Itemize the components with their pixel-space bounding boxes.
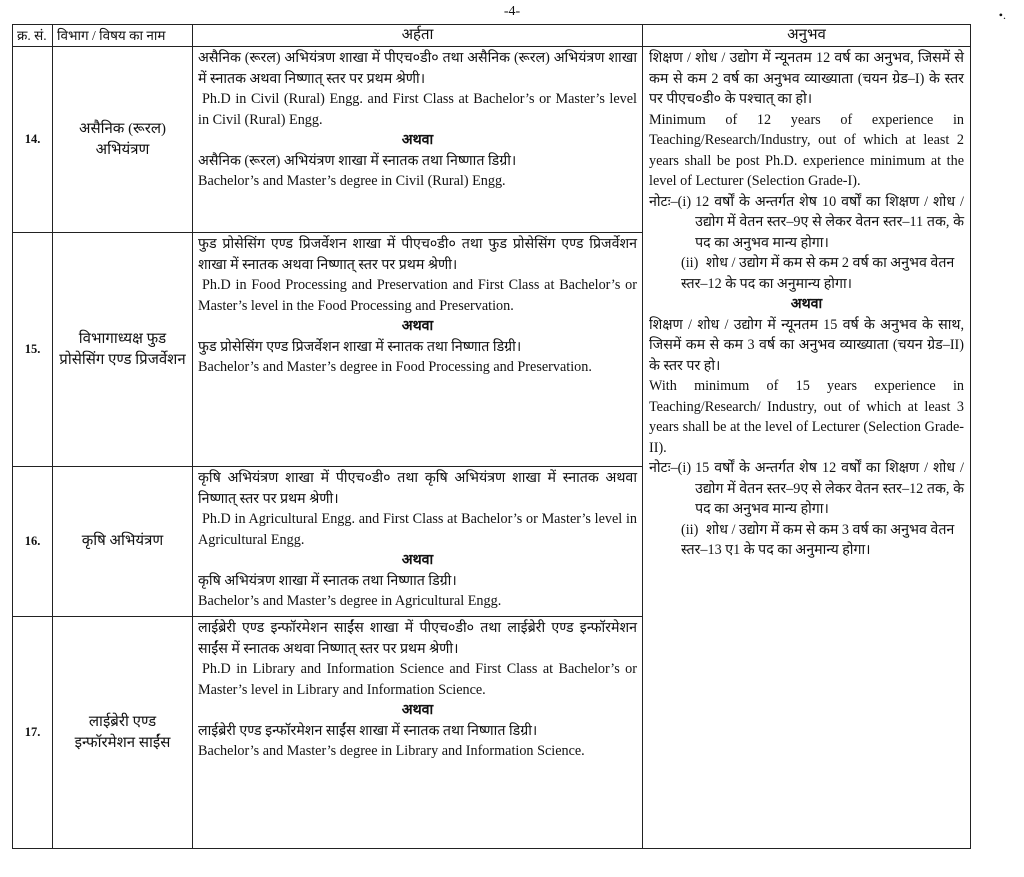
- note-text: 15 वर्षों के अन्तर्गत शेष 12 वर्षों का शिक्षण / शोध / उद्योग में वेतन स्तर–9ए से लेकर वेतन स्तर–12 तक, के पद का अनुभव मान्य होगा।: [695, 460, 964, 517]
- qual-alt-hindi: असैनिक (रूरल) अभियंत्रण शाखा में स्नातक तथा निष्णात डिग्री।: [198, 152, 517, 169]
- note-label: नोटः–: [649, 193, 678, 210]
- exp-b-english: With minimum of 15 years experience in Teaching/Research/ Industry, out of which at least 3 years shall be at the level of Lecturer (Selection Grade-II).: [649, 378, 964, 456]
- table-header-row: [13, 25, 971, 47]
- qual-hindi: असैनिक (रूरल) अभियंत्रण शाखा में पीएच०डी० तथा असैनिक (रूरल) अभियंत्रण शाखा में स्नातक अथवा निष्णात् स्तर पर प्रथम श्रेणी।: [198, 50, 637, 87]
- qual-english: Ph.D in Library and Information Science and First Class at Bachelor’s or Master’s level in Library and Information Science.: [198, 661, 637, 698]
- note-text: शोध / उद्योग में कम से कम 3 वर्ष का अनुभव वेतन स्तर–13 ए1 के पद का अनुमान्य होगा।: [681, 521, 955, 558]
- qual-english: Ph.D in Civil (Rural) Engg. and First Class at Bachelor’s or Master’s level in Civil (Rural) Engg.: [198, 91, 637, 128]
- row-number: 17.: [13, 617, 53, 849]
- note-marker: (i): [677, 460, 692, 476]
- qual-alt-hindi: फुड प्रोसेसिंग एण्ड प्रिजर्वेशन शाखा में स्नातक तथा निष्णात डिग्री।: [198, 338, 522, 355]
- note-text: शोध / उद्योग में कम से कम 2 वर्ष का अनुभव वेतन स्तर–12 के पद का अनुमान्य होगा।: [681, 255, 955, 292]
- exp-a-hindi: शिक्षण / शोध / उद्योग में न्यूनतम 12 वर्ष का अनुभव, जिसमें से कम से कम 2 वर्ष का अनुभव व्याख्याता (चयन ग्रेड–I) के स्तर पर पीएच०डी० के पश्चात् का हो।: [649, 50, 964, 107]
- qualification-cell: [193, 47, 643, 233]
- row-number: 14.: [13, 47, 53, 233]
- qualification-table: [12, 24, 971, 849]
- exp-b-hindi: शिक्षण / शोध / उद्योग में न्यूनतम 15 वर्ष के अनुभव के साथ, जिसमें कम से कम 3 वर्ष का अनुभव व्याख्याता (चयन ग्रेड–II) के स्तर पर हो।: [649, 316, 964, 374]
- exp-a-note: [649, 192, 964, 254]
- qual-alt-english: Bachelor’s and Master’s degree in Food Processing and Preservation.: [198, 359, 592, 375]
- qual-alt-english: Bachelor’s and Master’s degree in Agricultural Engg.: [198, 593, 502, 609]
- dept-name: कृषि अभियंत्रण: [53, 467, 193, 617]
- or-separator: अथवा: [401, 318, 434, 334]
- row-number: 16.: [13, 467, 53, 617]
- qual-english: Ph.D in Agricultural Engg. and First Class at Bachelor’s or Master’s level in Agricultural Engg.: [198, 511, 637, 548]
- exp-b-note-2: [649, 520, 964, 561]
- qualification-cell: [193, 467, 643, 617]
- note-text: 12 वर्षों के अन्तर्गत शेष 10 वर्षों का शिक्षण / शोध / उद्योग में वेतन स्तर–9ए से लेकर वेतन स्तर–11 तक, के पद का अनुभव मान्य होगा।: [695, 193, 964, 251]
- qual-hindi: लाईब्रेरी एण्ड इन्फॉरमेशन साईंस शाखा में पीएच०डी० तथा लाईब्रेरी एण्ड इन्फॉरमेशन साईंस में स्नातक अथवा निष्णात् स्तर पर प्रथम श्रेणी।: [198, 620, 637, 657]
- note-marker: (ii): [681, 255, 699, 271]
- or-separator: अथवा: [401, 702, 434, 718]
- header-dept: विभाग / विषय का नाम: [53, 25, 193, 47]
- qualification-cell: [193, 233, 643, 467]
- qual-english: Ph.D in Food Processing and Preservation and First Class at Bachelor’s or Master’s level in the Food Processing and Preservation.: [198, 277, 637, 314]
- dept-name: विभागाध्यक्ष फुड प्रोसेसिंग एण्ड प्रिजर्वेशन: [53, 233, 193, 467]
- row-number: 15.: [13, 233, 53, 467]
- experience-cell: [643, 47, 971, 849]
- corner-mark: •.: [998, 8, 1006, 22]
- or-separator: अथवा: [790, 296, 823, 312]
- or-separator: अथवा: [401, 552, 434, 568]
- header-sno: क्र. सं.: [13, 25, 53, 47]
- dept-name: लाईब्रेरी एण्ड इन्फॉरमेशन साईंस: [53, 617, 193, 849]
- or-separator: अथवा: [401, 132, 434, 148]
- note-marker: (i): [677, 193, 692, 210]
- qual-alt-hindi: कृषि अभियंत्रण शाखा में स्नातक तथा निष्णात डिग्री।: [198, 572, 457, 589]
- note-marker: (ii): [681, 521, 699, 538]
- qual-alt-english: Bachelor’s and Master’s degree in Library and Information Science.: [198, 743, 585, 759]
- note-label: नोटः–: [649, 460, 678, 476]
- qual-alt-hindi: लाईब्रेरी एण्ड इन्फॉरमेशन साईंस शाखा में स्नातक तथा निष्णात डिग्री।: [198, 722, 538, 739]
- exp-b-note: [649, 458, 964, 520]
- qual-alt-english: Bachelor’s and Master’s degree in Civil (Rural) Engg.: [198, 173, 506, 189]
- qualification-cell: [193, 617, 643, 849]
- table-row: [13, 47, 971, 233]
- page-number: -4-: [503, 4, 521, 19]
- exp-a-note-2: [649, 253, 964, 294]
- qual-hindi: कृषि अभियंत्रण शाखा में पीएच०डी० तथा कृषि अभियंत्रण शाखा में स्नातक अथवा निष्णात् स्तर पर प्रथम श्रेणी।: [198, 470, 637, 507]
- exp-a-english: Minimum of 12 years of experience in Teaching/Research/Industry, out of which at least 2 years shall be post Ph.D. experience minimum at the level of Lecturer (Selection Grade-I).: [649, 111, 964, 189]
- header-experience: अनुभव: [643, 25, 971, 47]
- dept-name: असैनिक (रूरल) अभियंत्रण: [53, 47, 193, 233]
- header-qualification: अर्हता: [193, 25, 643, 47]
- qual-hindi: फुड प्रोसेसिंग एण्ड प्रिजर्वेशन शाखा में पीएच०डी० तथा फुड प्रोसेसिंग एण्ड प्रिजर्वेशन शाखा में स्नातक अथवा निष्णात् स्तर पर प्रथम श्रेणी।: [198, 236, 637, 273]
